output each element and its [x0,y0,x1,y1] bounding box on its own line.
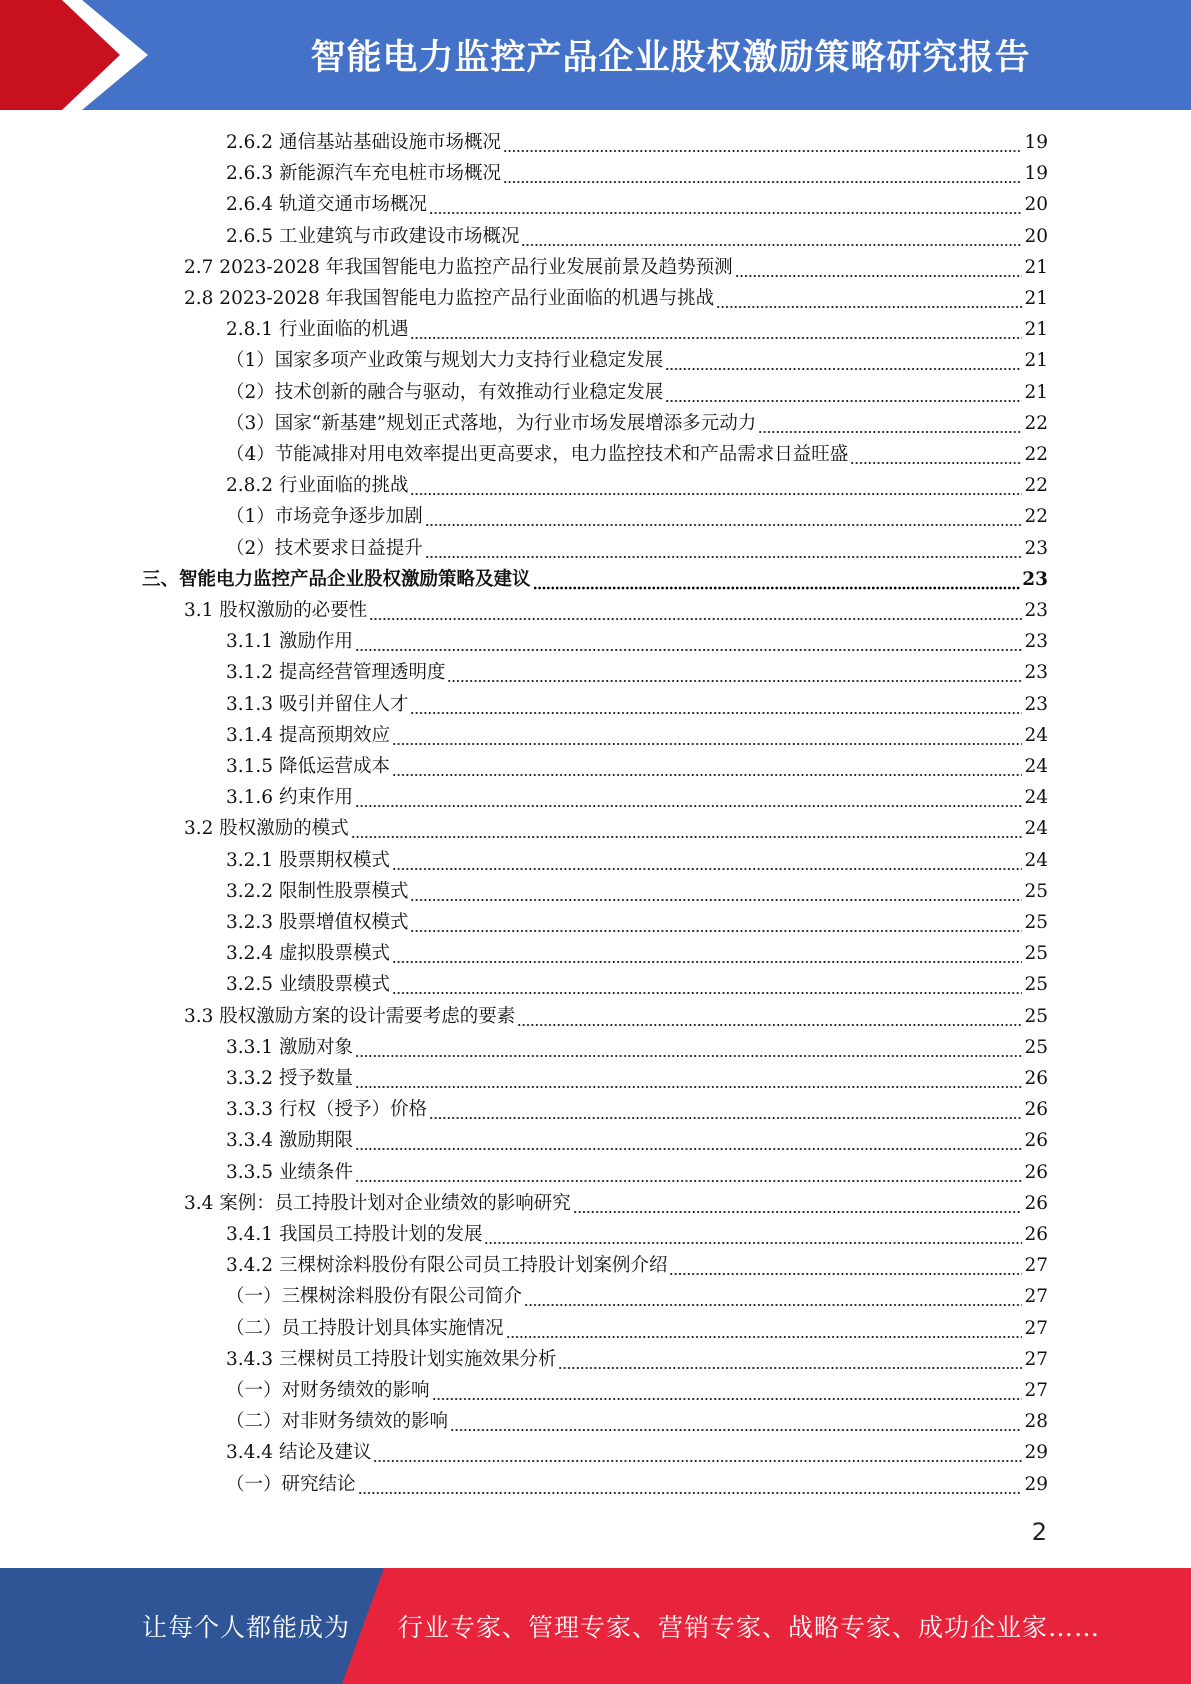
toc-dot-leader [410,689,1022,720]
toc-entry[interactable] [184,1001,1048,1032]
toc-entry[interactable] [226,1032,1048,1063]
toc-entry-title: 2.8.2 行业面临的挑战 [226,475,409,497]
toc-entry-page: 25 [1024,880,1048,902]
toc-entry[interactable] [226,782,1048,813]
toc-entry[interactable] [226,533,1048,564]
toc-entry-title: （4）节能减排对用电效率提出更高要求，电力监控技术和产品需求日益旺盛 [226,444,849,465]
toc-entry-title: 2.8 2023-2028 年我国智能电力监控产品行业面临的机遇与挑战 [184,288,715,309]
toc-entry-page: 25 [1024,1005,1048,1027]
toc-dot-leader [503,158,1022,189]
toc-dot-leader [410,314,1022,345]
toc-entry-page: 23 [1024,662,1048,684]
toc-entry-title: 3.4.2 三棵树涂料股份有限公司员工持股计划案例介绍 [226,1255,668,1277]
toc-entry-page: 25 [1024,974,1048,996]
toc-dot-leader [521,221,1022,252]
toc-entry-page: 21 [1024,319,1048,341]
toc-entry[interactable] [226,907,1048,938]
toc-entry[interactable] [226,1313,1048,1344]
toc-dot-leader [735,252,1023,283]
toc-entry[interactable] [226,1157,1048,1188]
toc-entry-page: 22 [1024,506,1048,528]
toc-entry[interactable] [226,1406,1048,1437]
toc-entry-title: 3.1.2 提高经营管理透明度 [226,662,446,684]
toc-dot-leader [524,1281,1022,1312]
toc-entry-page: 24 [1024,849,1048,871]
toc-entry[interactable] [226,1281,1048,1312]
toc-dot-leader [665,345,1022,376]
toc-dot-leader [425,533,1023,564]
toc-entry-page: 27 [1024,1255,1048,1277]
toc-dot-leader [392,969,1022,1000]
toc-entry[interactable] [226,345,1048,376]
toc-dot-leader [355,1032,1023,1063]
toc-entry[interactable] [226,501,1048,532]
toc-entry-title: 3.3.3 行权（授予）价格 [226,1099,427,1121]
toc-entry[interactable] [226,1375,1048,1406]
toc-entry-page: 25 [1024,912,1048,933]
toc-entry-title: 3.4 案例：员工持股计划对企业绩效的影响研究 [184,1192,571,1214]
toc-dot-leader [503,127,1022,158]
toc-dot-leader [850,439,1022,470]
page-header [0,0,1191,110]
toc-entry-title: 3.3.2 授予数量 [226,1068,353,1089]
toc-entry[interactable] [226,938,1048,969]
toc-dot-leader [429,189,1022,220]
toc-entry[interactable] [226,1437,1048,1468]
toc-entry-page: 19 [1024,163,1048,185]
toc-entry[interactable] [226,314,1048,345]
toc-entry-page: 29 [1024,1442,1048,1464]
toc-entry[interactable] [226,127,1048,158]
toc-entry-title: 3.2 股权激励的模式 [184,818,349,840]
toc-entry-page: 22 [1024,412,1048,434]
toc-entry[interactable] [226,689,1048,720]
toc-entry-page: 22 [1024,475,1048,497]
toc-entry-page: 27 [1024,1317,1048,1339]
toc-entry-page: 28 [1024,1411,1048,1433]
toc-entry[interactable] [184,283,1048,314]
toc-entry[interactable] [226,845,1048,876]
toc-entry-title: 3.2.4 虚拟股票模式 [226,943,390,965]
toc-dot-leader [355,782,1023,813]
toc-entry-page: 23 [1024,537,1048,559]
toc-entry-page: 22 [1024,444,1048,465]
toc-dot-leader [373,1437,1022,1468]
toc-dot-leader [716,283,1022,314]
toc-entry-page: 27 [1024,1286,1048,1308]
toc-entry-title: 2.8.1 行业面临的机遇 [226,319,409,341]
toc-entry-page: 21 [1024,288,1048,309]
toc-entry[interactable] [226,1125,1048,1156]
page-number: 2 [1031,1518,1047,1546]
toc-dot-leader [758,408,1022,439]
toc-entry[interactable] [226,1219,1048,1250]
toc-dot-leader [355,626,1023,657]
toc-dot-leader [425,501,1023,532]
toc-entry-title: 3.4.1 我国员工持股计划的发展 [226,1224,483,1245]
toc-entry-title: （1）国家多项产业政策与规划大力支持行业稳定发展 [226,350,664,372]
toc-entry-title: 3.1.1 激励作用 [226,631,353,653]
report-title: 智能电力监控产品企业股权激励策略研究报告 [310,38,1031,78]
toc-entry[interactable] [184,595,1048,626]
toc-dot-leader [351,813,1023,844]
toc-entry-page: 26 [1024,1130,1048,1152]
toc-entry[interactable] [226,657,1048,688]
toc-entry-title: 三、智能电力监控产品企业股权激励策略及建议 [142,568,531,590]
toc-entry-page: 24 [1024,818,1048,840]
toc-dot-leader [484,1219,1022,1250]
toc-dot-leader [429,1094,1022,1125]
toc-entry-page: 20 [1024,194,1048,216]
toc-entry[interactable] [226,1063,1048,1094]
toc-entry-title: 3.3.5 业绩条件 [226,1161,353,1183]
toc-entry[interactable] [226,470,1048,501]
toc-entry-title: （二）员工持股计划具体实施情况 [226,1317,504,1339]
toc-entry-page: 26 [1024,1099,1048,1121]
toc-dot-leader [358,1469,1023,1500]
toc-dot-leader [410,470,1022,501]
toc-entry-title: 3.4.3 三棵树员工持股计划实施效果分析 [226,1348,557,1370]
toc-dot-leader [558,1344,1022,1375]
toc-entry-title: 3.1.3 吸引并留住人才 [226,693,409,715]
toc-dot-leader [392,845,1022,876]
toc-entry[interactable] [226,626,1048,657]
toc-entry-title: 3.3.4 激励期限 [226,1130,353,1152]
toc-entry-title: 2.6.2 通信基站基础设施市场概况 [226,132,501,153]
toc-dot-leader [447,657,1022,688]
toc-entry-page: 20 [1024,225,1048,247]
footer-slogan-left: 让每个人都能成为 [142,1613,351,1642]
toc-entry-title: 3.2.1 股票期权模式 [226,849,390,871]
toc-entry[interactable] [226,1469,1048,1500]
toc-dot-leader [450,1406,1022,1437]
toc-entry-page: 27 [1024,1348,1048,1370]
toc-dot-leader [355,1125,1023,1156]
toc-dot-leader [410,907,1022,938]
toc-entry[interactable] [226,377,1048,408]
toc-dot-leader [410,876,1022,907]
toc-entry-page: 27 [1024,1380,1048,1401]
toc-dot-leader [369,595,1022,626]
toc-entry[interactable] [184,252,1048,283]
toc-entry-title: 3.4.4 结论及建议 [226,1442,372,1464]
toc-entry-title: 3.1.6 约束作用 [226,787,353,809]
toc-entry-title: （2）技术要求日益提升 [226,537,423,559]
toc-dot-leader [665,377,1022,408]
toc-entry[interactable] [142,564,1048,595]
toc-entry[interactable] [226,1094,1048,1125]
toc-entry[interactable] [226,876,1048,907]
toc-dot-leader [392,720,1022,751]
toc-entry-page: 23 [1024,693,1048,715]
toc-entry-title: 2.6.5 工业建筑与市政建设市场概况 [226,225,520,247]
toc-entry-title: （3）国家“新基建”规划正式落地，为行业市场发展增添多元动力 [226,412,757,434]
toc-entry-title: 3.1.5 降低运营成本 [226,756,390,777]
header-red-arrow [0,0,120,110]
toc-entry-title: 3.2.3 股票增值权模式 [226,912,409,933]
toc-entry-page: 24 [1024,787,1048,809]
toc-entry-title: 3.1 股权激励的必要性 [184,600,368,621]
toc-entry[interactable] [184,1188,1048,1219]
toc-entry[interactable] [226,189,1048,220]
toc-entry[interactable] [226,439,1048,470]
toc-entry-page: 21 [1024,350,1048,372]
toc-entry-page: 26 [1024,1161,1048,1183]
toc-entry-title: （一）研究结论 [226,1473,356,1495]
footer-slogan-right: 行业专家、管理专家、营销专家、战略专家、成功企业家…… [398,1613,1101,1642]
toc-entry-page: 25 [1024,943,1048,965]
toc-dot-leader [392,751,1022,782]
toc-entry-page: 25 [1024,1036,1048,1058]
toc-entry[interactable] [226,1344,1048,1375]
toc-dot-leader [517,1001,1022,1032]
toc-entry-title: 2.6.3 新能源汽车充电桩市场概况 [226,163,501,185]
toc-entry-page: 21 [1024,381,1048,403]
toc-entry-page: 21 [1024,256,1048,278]
toc-entry[interactable] [226,720,1048,751]
toc-entry[interactable] [184,813,1048,844]
toc-dot-leader [669,1250,1022,1281]
toc-entry-page: 23 [1022,568,1048,590]
toc-entry-page: 24 [1024,724,1048,746]
toc-dot-leader [432,1375,1023,1406]
toc-entry-title: （二）对非财务绩效的影响 [226,1411,449,1433]
toc-dot-leader [392,938,1022,969]
toc-entry-title: （2）技术创新的融合与驱动，有效推动行业稳定发展 [226,381,664,403]
toc-entry-page: 23 [1024,600,1048,621]
toc-entry-page: 26 [1024,1068,1048,1089]
toc-entry-title: 3.2.2 限制性股票模式 [226,880,409,902]
toc-entry-title: 2.7 2023-2028 年我国智能电力监控产品行业发展前景及趋势预测 [184,256,733,278]
toc-dot-leader [355,1063,1023,1094]
toc-entry-page: 19 [1024,132,1048,153]
toc-entry[interactable] [226,408,1048,439]
toc-dot-leader [573,1188,1023,1219]
toc-entry-title: （一）对财务绩效的影响 [226,1380,430,1401]
toc-entry-page: 29 [1024,1473,1048,1495]
toc-entry-title: 3.3 股权激励方案的设计需要考虑的要素 [184,1005,516,1027]
toc-entry[interactable] [226,751,1048,782]
toc-entry-page: 26 [1024,1224,1048,1245]
toc-dot-leader [506,1313,1023,1344]
toc-entry-title: （一）三棵树涂料股份有限公司简介 [226,1286,523,1308]
toc-dot-leader [533,564,1021,595]
toc-entry-title: （1）市场竞争逐步加剧 [226,506,423,528]
toc-entry[interactable] [226,1250,1048,1281]
toc-entry-title: 2.6.4 轨道交通市场概况 [226,194,427,216]
toc-entry-title: 3.1.4 提高预期效应 [226,724,390,746]
toc-entry-page: 26 [1024,1192,1048,1214]
toc-entry-title: 3.3.1 激励对象 [226,1036,353,1058]
toc-entry[interactable] [226,969,1048,1000]
toc-entry[interactable] [226,221,1048,252]
toc-entry-title: 3.2.5 业绩股票模式 [226,974,390,996]
toc-entry-page: 23 [1024,631,1048,653]
toc-entry-page: 24 [1024,756,1048,777]
page-footer [0,1568,1191,1684]
toc-dot-leader [355,1157,1023,1188]
toc-entry[interactable] [226,158,1048,189]
